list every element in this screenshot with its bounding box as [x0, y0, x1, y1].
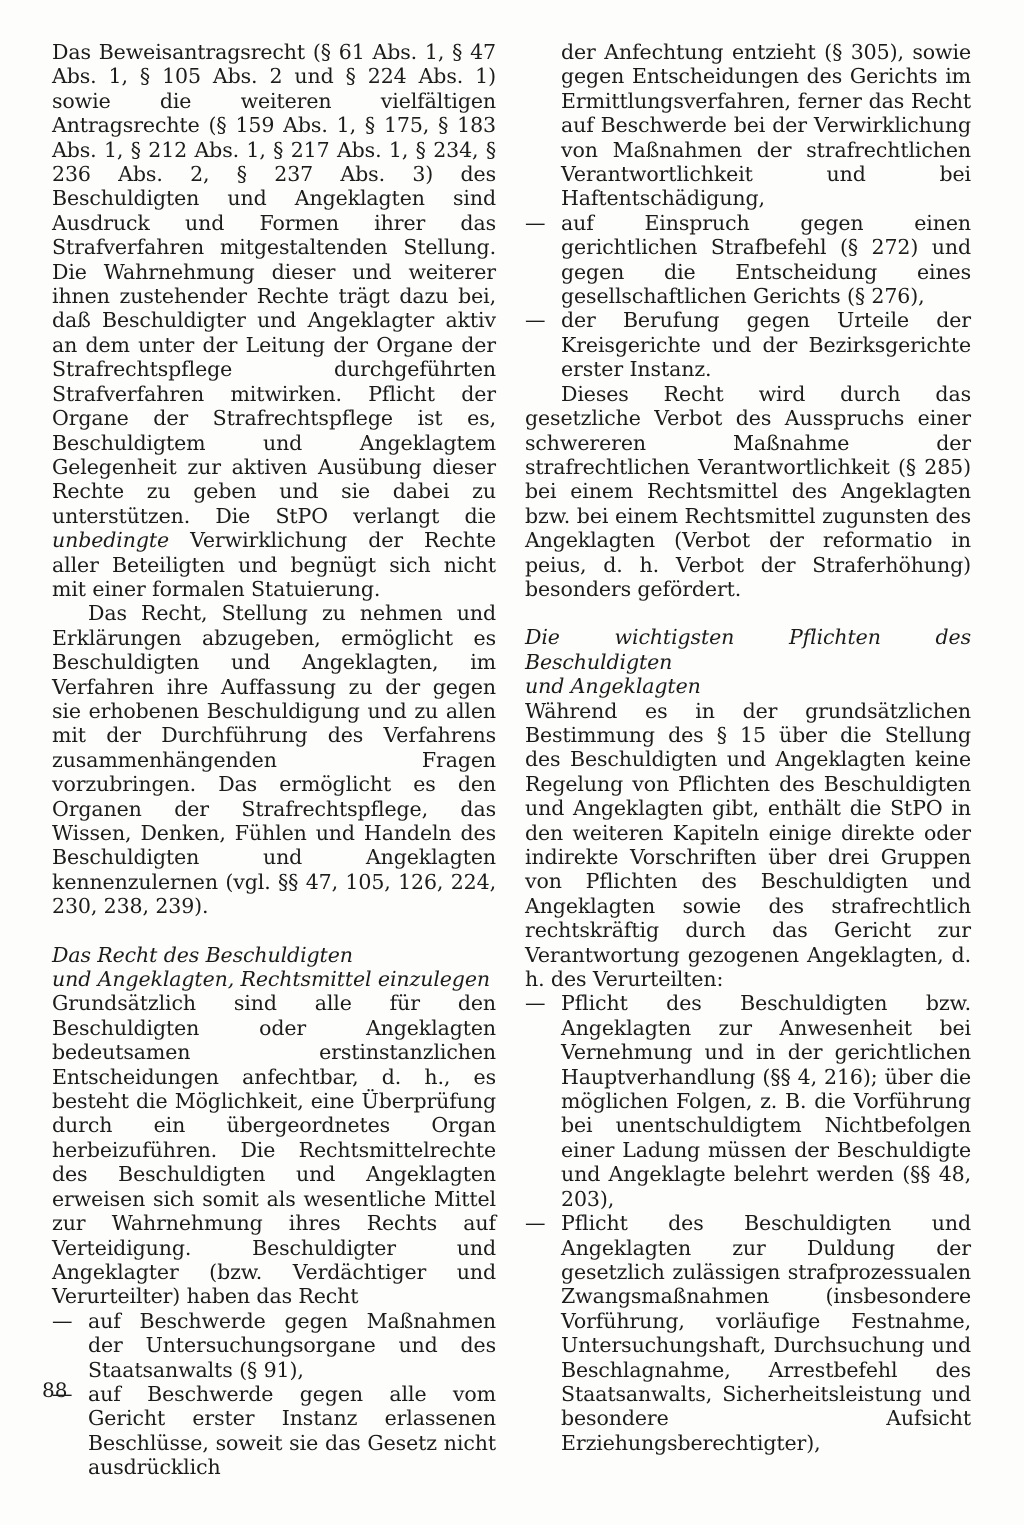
list-item: — auf Beschwerde gegen alle vom Gericht erster Instanz erlassenen Beschlüsse, soweit sie das Gesetz nicht ausdrücklich: [52, 1382, 496, 1480]
left-column: [52, 40, 496, 1480]
rights-list-left: [52, 1309, 496, 1480]
emphasis-unbedingte: unbedingte: [52, 528, 170, 553]
right-column: [525, 40, 971, 1455]
paragraph-stellungnahme: Das Recht, Stellung zu nehmen und Erklärungen abzugeben, ermöglicht es Beschuldigten und Angeklagten, im Verfahren ihre Auffassung zu der gegen sie erhobenen Beschuldigung und zu allen mit der Durchführung des Verfahrens zusammenhängenden Fragen vorzubringen. Das ermöglicht es den Organen der Strafrechtspflege, das Wissen, Denken, Fühlen und Handeln des Beschuldigten und Angeklagten kennenzulernen (vgl. §§ 47, 105, 126, 224, 230, 238, 239).: [52, 601, 496, 919]
list-item: — Pflicht des Beschuldigten bzw. Angeklagten zur Anwesenheit bei Vernehmung und in der gerichtlichen Hauptverhandlung (§§ 4, 216); über die möglichen Folgen, z. B. die Vorführung bei unentschuldigtem Nichtbefolgen einer Ladung müssen der Beschuldigte und Angeklagte belehrt werden (§§ 48, 203),: [525, 991, 971, 1211]
rights-list-right: [525, 211, 971, 382]
section-heading-rechtsmittel: Das Recht des Beschuldigten und Angeklagten, Rechtsmittel einzulegen: [52, 942, 490, 992]
paragraph-verbot: Dieses Recht wird durch das gesetzliche Verbot des Ausspruchs einer schwereren Maßnahme der strafrechtlichen Verantwortlichkeit (§ 285) bei einem Rechtsmittel des Angeklagten bzw. bei einem Rechtsmittel zugunsten des Angeklagten (Verbot der reformatio in peius, d. h. Verbot der Straferhöhung) besonders gefördert.: [525, 381, 971, 601]
list-item: — Pflicht des Beschuldigten und Angeklagten zur Duldung der gesetzlich zulässigen strafprozessualen Zwangsmaßnahmen (insbesondere Vorführung, vorläufige Festnahme, Untersuchungshaft, Durchsuchung und Beschlagnahme, Arrestbefehl des Staatsanwalts, Sicherheitsleistung und besondere Aufsicht Erziehungsberechtigter),: [525, 1211, 971, 1455]
paragraph-anfechtbarkeit: Grundsätzlich sind alle für den Beschuldigten oder Angeklagten bedeutsamen erstinstanzlichen Entscheidungen anfechtbar, d. h., es besteht die Möglichkeit, eine Überprüfung durch ein übergeordnetes Organ herbeizuführen. Die Rechtsmittelrechte des Beschuldigten und Angeklagten erweisen sich somit als wesentliche Mittel zur Wahrnehmung ihres Rechts auf Verteidigung. Beschuldigter und Angeklagter (bzw. Verdächtiger und Verurteilter) haben das Recht: [52, 991, 496, 1309]
paragraph-antragsrechte: Das Beweisantragsrecht (§ 61 Abs. 1, § 47 Abs. 1, § 105 Abs. 2 und § 224 Abs. 1) sowie die weiteren vielfältigen Antragsrechte (§ 159 Abs. 1, § 175, § 183 Abs. 1, § 212 Abs. 1, § 217 Abs. 1, § 234, § 236 Abs. 2, § 237 Abs. 3) des Beschuldigten und Angeklagten sind Ausdruck und Formen ihrer das Strafverfahren mitgestaltenden Stellung. Die Wahrnehmung dieser und weiterer ihnen zustehender Rechte trägt dazu bei, daß Beschuldigter und Angeklagter aktiv an dem unter der Leitung der Organe der Strafrechtspflege durchgeführten Strafverfahren mitwirken. Pflicht der Organe der Strafrechtspflege ist es, Beschuldigtem und Angeklagtem Gelegenheit zur aktiven Ausübung dieser Rechte zu geben und sie dabei zu unterstützen. Die StPO verlangt die unbedingte Verwirklichung der Rechte aller Beteiligten und begnügt sich nicht mit einer formalen Statuierung.: [52, 40, 496, 601]
paragraph-pflichten: Während es in der grundsätzlichen Bestimmung des § 15 über die Stellung des Beschuldigten und Angeklagten keine Regelung von Pflichten des Beschuldigten und Angeklagten gibt, enthält die StPO in den weiteren Kapiteln einige direkte oder indirekte Vorschriften über drei Gruppen von Pflichten des Beschuldigten und Angeklagten sowie des strafrechtlich rechtskräftig durch das Gericht zur Verantwortung gezogenen Angeklagten, d. h. des Verurteilten:: [525, 698, 971, 992]
list-item: — auf Einspruch gegen einen gerichtlichen Strafbefehl (§ 272) und gegen die Entscheidung eines gesellschaftlichen Gerichts (§ 276),: [525, 211, 971, 309]
list-item: — der Berufung gegen Urteile der Kreisgerichte und der Bezirksgerichte erster Instanz.: [525, 308, 971, 381]
paragraph-continuation: der Anfechtung entzieht (§ 305), sowie gegen Entscheidungen des Gerichts im Ermittlungsverfahren, ferner das Recht auf Beschwerde bei der Verwirklichung von Maßnahmen der strafrechtlichen Verantwortlichkeit und bei Haftentschädigung,: [561, 40, 971, 211]
duties-list: [525, 991, 971, 1455]
list-item: — auf Beschwerde gegen Maßnahmen der Untersuchungsorgane und des Staatsanwalts (§ 91),: [52, 1309, 496, 1382]
page-number: 88: [42, 1378, 68, 1402]
section-heading-pflichten: Die wichtigsten Pflichten des Beschuldigten und Angeklagten: [525, 625, 971, 699]
